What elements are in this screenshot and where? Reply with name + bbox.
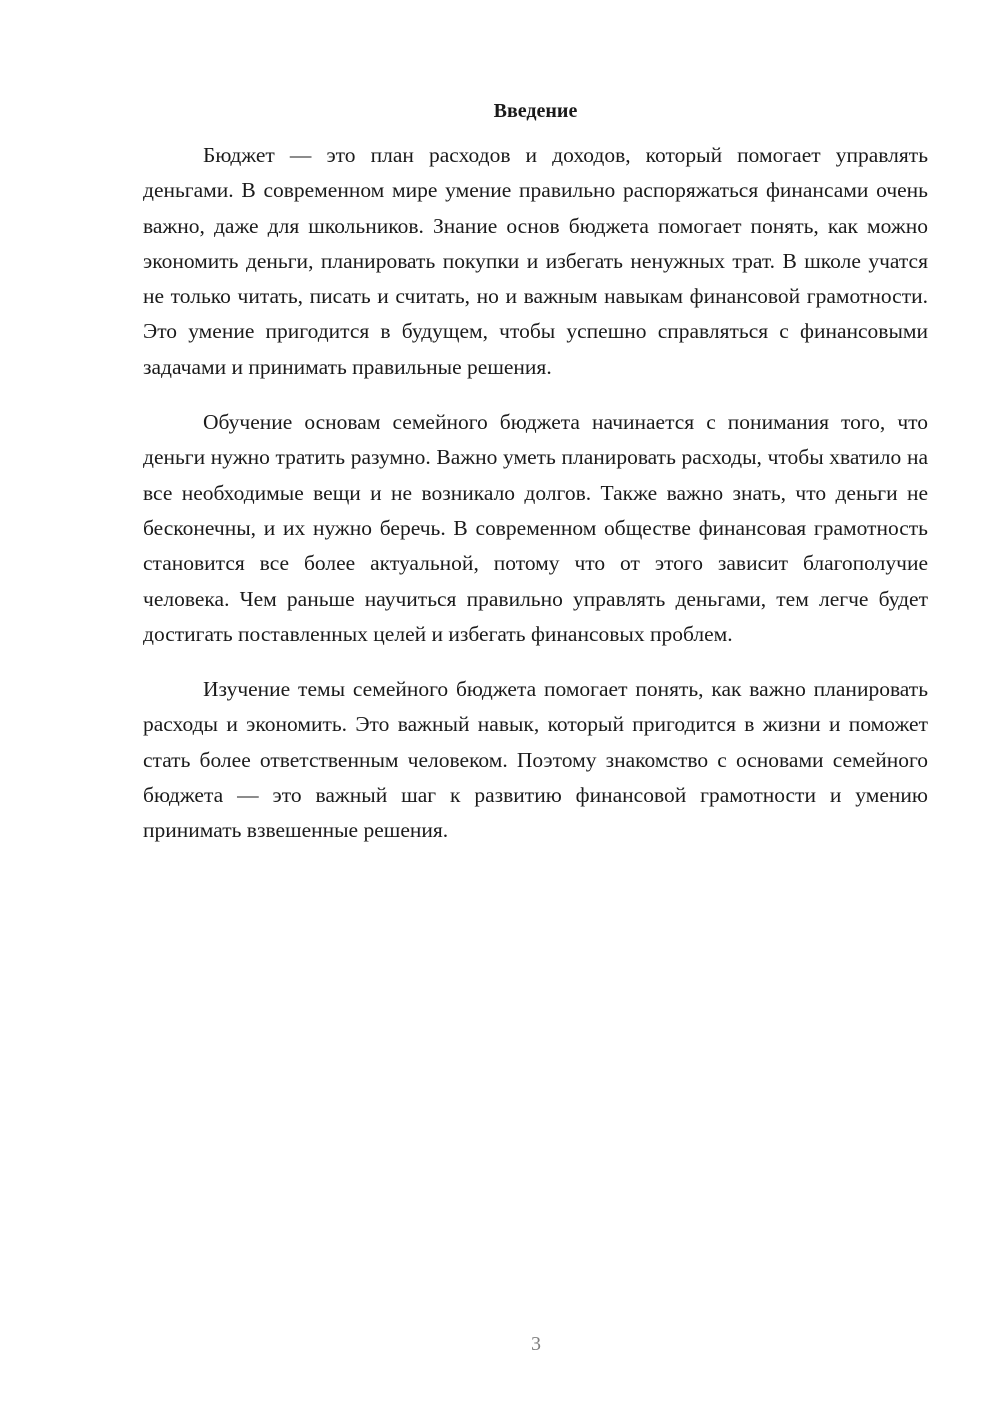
paragraph-1: Бюджет — это план расходов и доходов, который помогает управлять деньгами. В современном мире умение правильно распоряжаться финансами очень важно, даже для школьников. Знание основ бюджета помогает понять, как можно экономить деньги, планировать покупки и избегать ненужных трат. В школе учатся не только читать, писать и считать, но и важным навыкам финансовой грамотности. Это умение пригодится в будущем, чтобы успешно справляться с финансовыми задачами и принимать правильные решения. (143, 143, 928, 379)
paragraph-2: Обучение основам семейного бюджета начинается с понимания того, что деньги нужно тратить разумно. Важно уметь планировать расходы, чтобы хватило на все необходимые вещи и не возникало долгов. Также важно знать, что деньги не бесконечны, и их нужно беречь. В современном обществе финансовая грамотность становится все более актуальной, потому что от этого зависит благополучие человека. Чем раньше научиться правильно управлять деньгами, тем легче будет достигать поставленных целей и избегать финансовых проблем. (143, 410, 928, 646)
page-content (143, 95, 928, 849)
page-number: 3 (531, 1333, 541, 1355)
section-title: Введение (493, 100, 578, 122)
paragraph-3: Изучение темы семейного бюджета помогает понять, как важно планировать расходы и экономить. Это важный навык, который пригодится в жизни и поможет стать более ответственным человеком. Поэтому знакомство с основами семейного бюджета — это важный шаг к развитию финансовой грамотности и умению принимать взвешенные решения. (143, 677, 928, 843)
